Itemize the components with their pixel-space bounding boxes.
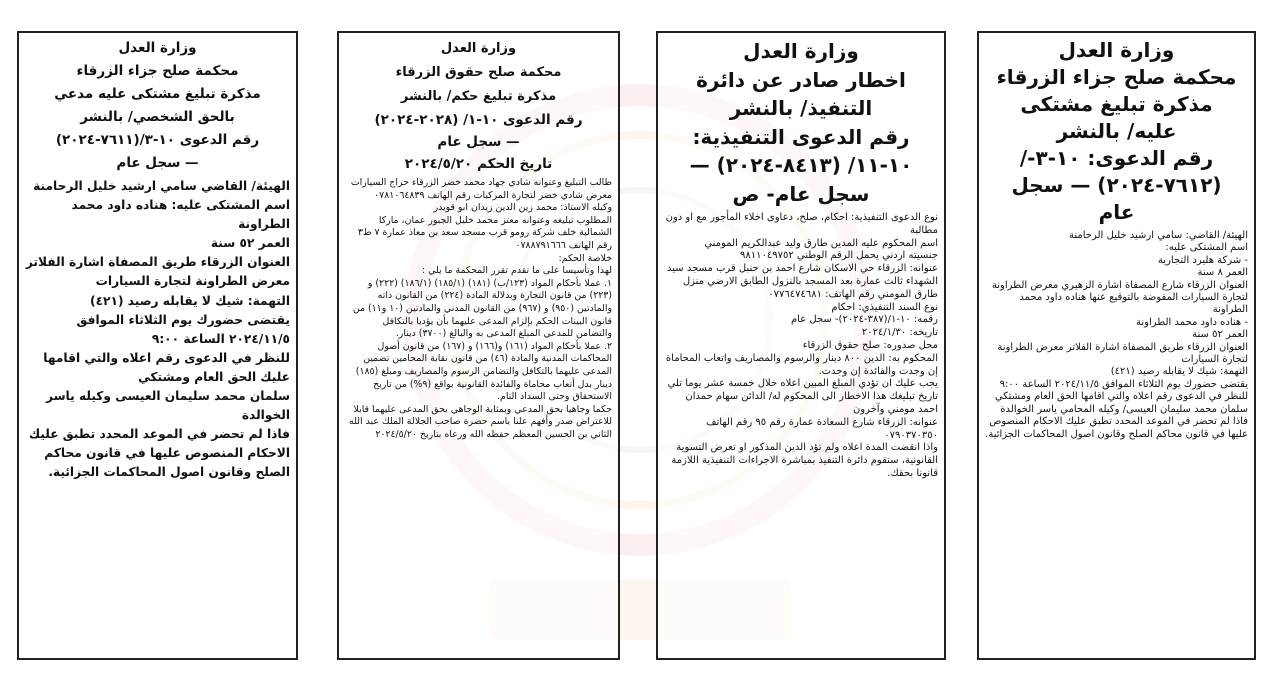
- notice-case-number: رقم الدعوى ١٠-٣/(٧٦١١-٢٠٢٤): [55, 132, 260, 148]
- notice-judgment-date: تاريخ الحكم ٢٠٢٤/٥/٢٠: [404, 156, 553, 172]
- notice-line: التهمة: شيك لا يقابله رصيد (٤٢١): [1110, 366, 1248, 378]
- notice-memo-2: عليه/ بالنشر: [1056, 119, 1177, 143]
- notice-line: العمر ٥٢ سنة: [210, 236, 290, 251]
- notice-case-number-3: عام: [1098, 200, 1135, 224]
- notice-line: التهمة: شيك لا يقابله رصيد (٤٢١): [90, 293, 290, 308]
- notice-line: اسم المحكوم عليه المدين طارق وليد عبدالكريم المومني: [704, 237, 938, 249]
- notice-line: العنوان الزرقاء طريق المصفاة اشارة الفلاتر معرض الطراونة لتجارة السيارات: [997, 341, 1248, 366]
- notice-criminal-court-summons: [977, 31, 1256, 660]
- notice-execution-notification: [656, 31, 946, 660]
- notice-line: للنظر في الدعوى رقم اعلاه والتي اقامها عليك الحق العام ومشتكي: [43, 350, 290, 384]
- notice-case-number: رقم الدعوى التنفيذية:: [692, 124, 910, 149]
- notice-case-number: رقم الدعوى: ١٠-٣-/: [1019, 146, 1214, 170]
- notice-line: سلمان محمد سليمان العيسى وكيله ياسر الخوالدة: [45, 389, 290, 423]
- notice-body: [25, 177, 290, 483]
- notice-body: [985, 230, 1248, 441]
- notice-line: سلمان محمد سليمان العيسى/ وكيله المحامي ياسر الخوالدة: [1000, 403, 1248, 415]
- notice-line: محل صدوره: صلح حقوق الزرقاء: [802, 339, 938, 351]
- notice-case-number-2: (٧٦١٢-٢٠٢٤) — سجل: [1011, 173, 1222, 197]
- notice-title: اخطار صادر عن دائرة: [696, 67, 906, 92]
- notice-ministry: وزارة العدل: [1058, 38, 1175, 62]
- notice-line: العمر ٥٢ سنة: [1192, 329, 1248, 341]
- notice-line: جنسيته اردني يحمل الرقم الوطني ٩٨١١٠٤٩٧٥٢: [740, 250, 938, 262]
- notice-line: طالب التبليغ وعنوانه شادي جهاد محمد خضر الزرقاء حراج السيارات معرض شادي خضر لتجارة المركبات رقم الهاتف ٠٧٨١٠٦٤٨٣٩: [350, 177, 612, 201]
- notice-line: العنوان الزرقاء شارع المصفاة اشارة الزهيري معرض الطراونة لتجارة السيارات المفوضة بالتوقيع عنها هناده داود محمد الطراونة: [991, 279, 1248, 316]
- notice-line: ١. عملا بأحكام المواد (١٢٣/ب) (١٨١) (١٨٥/١) (١٨٦/١) (٢٢٢) و (٢٢٣) من قانون التجارة وبدلالة المادة (٢٢٤) من القانون ذاته والمادتين (٩٥٠) و (٩٦٧) من القانون المدني والمادتين (١٠ و١١) من قانون البينات الحكم بإلزام المدعى عليهما بأن يؤديا بالتكافل والتضامن للمدعي المبلغ المدعى به والبالغ (٣٧٠٠) دينار.: [352, 277, 612, 340]
- notice-line: يقتضى حضورك يوم الثلاثاء الموافق ٢٠٢٤/١١/٥ الساعة ٩:٠٠: [999, 378, 1248, 390]
- notice-memo: مذكرة تبليغ مشتكى: [1020, 92, 1213, 116]
- notice-case-number-3: سجل عام- ص: [732, 181, 870, 206]
- notice-line: العمر ٨ سنة: [1197, 267, 1248, 279]
- notice-line: خلاصة الحكم:: [558, 252, 612, 264]
- notice-line: لهذا وتأسيسا على ما تقدم تقرر المحكمة ما يلي :: [421, 265, 612, 277]
- notice-line: - هناده داود محمد الطراونة: [1135, 316, 1248, 328]
- notice-line: الهيئة/ القاضي: سامي ارشيد خليل الرحامنة: [1069, 230, 1248, 241]
- notice-court: محكمة صلح جزاء الزرقاء: [76, 63, 239, 79]
- notice-line: واذا انقضت المدة اعلاه ولم تؤد الدين المذكور او تعرض التسوية القانونية، ستقوم دائرة التنفيذ بمباشرة الاجراءات التنفيذية اللازمة قانونا بحقك.: [671, 442, 938, 479]
- notice-criminal-court-summons-civil-claimant: [17, 31, 298, 660]
- notice-line: - شركة هليرد التجارية: [1157, 254, 1248, 266]
- notice-ministry: وزارة العدل: [743, 39, 859, 63]
- notice-case-number-2: — سجل عام: [437, 134, 520, 150]
- notice-line: الهيئة/ القاضي سامي ارشيد خليل الرحامنة: [33, 179, 290, 193]
- notice-line: المطلوب تبليغه وعنوانه معتز محمد خليل الجبور عمان، ماركا الشمالية خلف شركة رومو قرب مسجد سعد بن معاذ عمارة ٧ ط٣ رقم الهاتف ٠٧٨٨٧٩١٦٦٦: [357, 214, 612, 251]
- notice-body: [345, 177, 612, 441]
- notice-line: يجب عليك ان تؤدي المبلغ المبين اعلاه خلال خمسة عشر يوما تلي تاريخ تبليغك هذا الاخطار الى المحكوم له/ الدائن سهام حمدان احمد مومني وآخرون: [667, 378, 938, 415]
- notice-line: فاذا لم تحضر في الموعد المحدد تطبق عليك الاحكام المنصوص عليها في قانون محاكم الصلح وقانون اصول المحاكمات الجزائية.: [985, 416, 1248, 440]
- notice-line: وكيله الاستاذ: محمد زين الدين زيدان ابو قويدر: [433, 202, 612, 214]
- notice-line: نوع الدعوى التنفيذية: احكام، صلح، دعاوى اخلاء المأجور مع او دون مطالبة: [665, 212, 938, 236]
- notice-line: ٢. عملا بأحكام المواد (١٦١) و(١٦٦) و (١٦٧) من قانون أصول المحاكمات المدنية والمادة (٤٦) من قانون نقابة المحامين تضمين المدعى عليهما بالتكافل والتضامن الرسوم والمصاريف ومبلغ (١٨٥) دينار بدل أتعاب محاماة والفائدة القانونية بواقع (٩%) من تاريخ الاستحقاق وحتى السداد التام.: [355, 340, 612, 403]
- notice-memo-2: بالحق الشخصي/ بالنشر: [80, 109, 235, 125]
- notice-line: يقتضى حضورك يوم الثلاثاء الموافق ٢٠٢٤/١١/٥ الساعة ٩:٠٠: [76, 312, 290, 346]
- notice-court: محكمة صلح جزاء الزرقاء: [996, 65, 1237, 89]
- notice-ministry: وزارة العدل: [118, 40, 197, 56]
- notice-court: محكمة صلح حقوق الزرقاء: [395, 65, 562, 80]
- notice-case-number-2: ١٠-١١/ (٨٤١٣-٢٠٢٤) —: [689, 153, 913, 177]
- notice-line: نوع السند التنفيذي: احكام: [831, 301, 938, 313]
- notice-ministry: وزارة العدل: [440, 41, 517, 56]
- notice-line: اسم المشتكى عليه:: [1165, 242, 1248, 254]
- notice-line: عنوانه: الزرقاء حي الاسكان شارع احمد بن حنبل قرب مسجد سيد الشهداء ثالث عمارة بعد المسجد بالنزول الطابق الارضي منزل طارق المومني رقم الهاتف: ٠٧٧٦٤٧٤٦٨١: [667, 263, 938, 300]
- notice-case-number: رقم الدعوى ١٠-١/ (٢٠٢٨-٢٠٢٤): [374, 112, 583, 128]
- notice-body: [664, 212, 938, 481]
- notice-line: العنوان الزرقاء طريق المصفاة اشارة الفلاتر معرض الطراونة لتجارة السيارات: [25, 255, 290, 289]
- notice-line: المحكوم به: الدين ٨٠٠ دينار والرسوم والمصاريف واتعاب المحاماة إن وجدت والفائدة إن وجدت.: [665, 352, 938, 377]
- notice-line: فاذا لم تحضر في الموعد المحدد تطبق عليك الاحكام المنصوص عليها في قانون محاكم الصلح وقانون اصول المحاكمات الجزائية.: [28, 427, 290, 480]
- notice-line: رقمه: ١٠-١/(٣٨٧-٢٠٢٤)- سجل عام: [790, 314, 938, 326]
- notice-memo: مذكرة تبليغ حكم/ بالنشر: [400, 89, 557, 104]
- notice-title-2: التنفيذ/ بالنشر: [729, 96, 873, 120]
- notice-line: حكما وجاهيا بحق المدعي وبمثابة الوجاهي بحق المدعى عليهما قابلا للاعتراض صدر وأفهم علنا باسم حضرة صاحب الجلالة الملك عبد الله الثاني بن الحسين المعظم حفظه الله ورعاه بتاريخ ٢٠٢٤/٥/٢٠: [349, 403, 612, 440]
- notice-memo: مذكرة تبليغ مشتكى عليه مدعي: [54, 86, 261, 102]
- notice-line: عنوانه: الزرقاء شارع السعادة عمارة رقم ٩٥ رقم الهاتف ٠٧٩٠٣٧٠٣٥٠: [706, 416, 938, 441]
- notice-civil-judgment: [337, 31, 620, 660]
- notice-line: اسم المشتكى عليه: هناده داود محمد الطراونة: [71, 198, 290, 232]
- notice-case-number-2: — سجل عام: [116, 155, 199, 171]
- notice-line: للنظر في الدعوى رقم اعلاه والتي اقامها الحق العام ومشتكي: [994, 391, 1248, 403]
- notice-line: تاريخه: ٢٠٢٤/١/٣٠: [861, 327, 938, 339]
